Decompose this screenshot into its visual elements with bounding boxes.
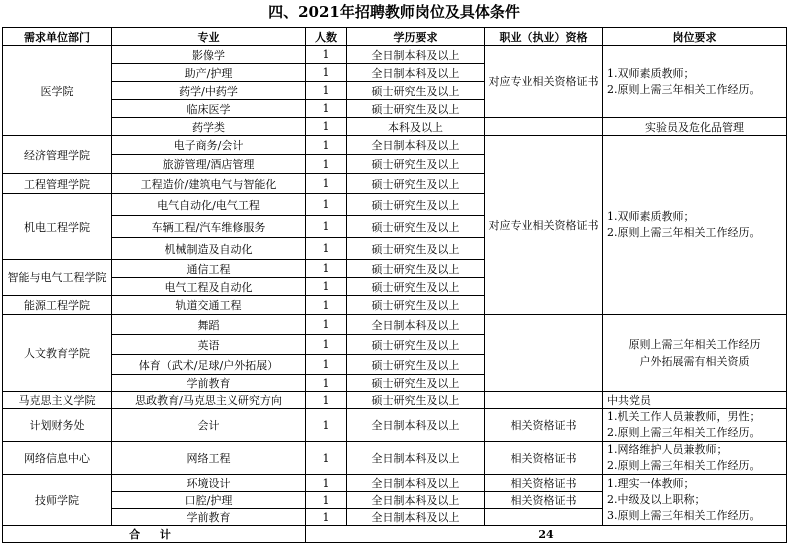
table-row [3, 475, 787, 492]
education-cell: 硕士研究生及以上 [347, 278, 485, 296]
major-cell: 舞蹈 [112, 315, 306, 335]
requirement-line: 2.原则上需三年相关工作经历。 [607, 459, 761, 472]
requirement-cell: 实验员及危化品管理 [603, 118, 787, 136]
education-cell: 硕士研究生及以上 [347, 355, 485, 375]
education-cell: 硕士研究生及以上 [347, 335, 485, 355]
total-value: 24 [306, 526, 787, 543]
count-cell: 1 [306, 174, 347, 194]
requirement-line: 3.原则上需三年相关工作经历。 [607, 509, 761, 522]
requirement-cell [603, 442, 787, 475]
count-cell: 1 [306, 100, 347, 118]
requirement-line: 原则上需三年相关工作经历 [628, 338, 761, 351]
count-cell: 1 [306, 475, 347, 492]
count-cell: 1 [306, 216, 347, 238]
count-cell: 1 [306, 315, 347, 335]
major-cell: 网络工程 [112, 442, 306, 475]
dept-cell: 马克思主义学院 [3, 392, 112, 409]
major-cell: 轨道交通工程 [112, 296, 306, 315]
requirement-cell [603, 136, 787, 315]
major-cell: 口腔/护理 [112, 492, 306, 509]
major-cell: 通信工程 [112, 260, 306, 278]
count-cell: 1 [306, 46, 347, 64]
count-cell: 1 [306, 296, 347, 315]
major-cell: 药学类 [112, 118, 306, 136]
qualification-cell: 对应专业相关资格证书 [485, 46, 603, 118]
requirement-cell: 中共党员 [603, 392, 787, 409]
table-row [3, 46, 787, 64]
requirement-line: 1.机关工作人员兼教师，男性； [607, 410, 761, 423]
count-cell: 1 [306, 136, 347, 155]
education-cell: 全日制本科及以上 [347, 64, 485, 82]
total-row [3, 526, 787, 543]
education-cell: 硕士研究生及以上 [347, 296, 485, 315]
education-cell: 硕士研究生及以上 [347, 260, 485, 278]
education-cell: 硕士研究生及以上 [347, 100, 485, 118]
major-cell: 机械制造及自动化 [112, 238, 306, 260]
education-cell: 全日制本科及以上 [347, 509, 485, 526]
count-cell: 1 [306, 238, 347, 260]
major-cell: 车辆工程/汽车维修服务 [112, 216, 306, 238]
education-cell: 硕士研究生及以上 [347, 174, 485, 194]
requirement-line: 户外拓展需有相关资质 [639, 355, 750, 368]
requirement-cell [603, 315, 787, 392]
education-cell: 硕士研究生及以上 [347, 216, 485, 238]
table-row [3, 136, 787, 155]
count-cell: 1 [306, 355, 347, 375]
education-cell: 硕士研究生及以上 [347, 238, 485, 260]
table-row [3, 442, 787, 475]
header-education: 学历要求 [347, 28, 485, 46]
requirement-line: 2.原则上需三年相关工作经历。 [607, 226, 761, 239]
count-cell: 1 [306, 335, 347, 355]
major-cell: 学前教育 [112, 375, 306, 392]
major-cell: 电气工程及自动化 [112, 278, 306, 296]
header-requirement: 岗位要求 [603, 28, 787, 46]
requirement-line: 1.理实一体教师； [607, 477, 695, 490]
qualification-cell [485, 509, 603, 526]
count-cell: 1 [306, 118, 347, 136]
major-cell: 电子商务/会计 [112, 136, 306, 155]
count-cell: 1 [306, 82, 347, 100]
header-major: 专业 [112, 28, 306, 46]
education-cell: 全日制本科及以上 [347, 136, 485, 155]
dept-cell: 技师学院 [3, 475, 112, 526]
count-cell: 1 [306, 492, 347, 509]
table-row [3, 118, 787, 136]
dept-cell: 能源工程学院 [3, 296, 112, 315]
education-cell: 全日制本科及以上 [347, 492, 485, 509]
dept-cell: 机电工程学院 [3, 194, 112, 260]
dept-cell: 智能与电气工程学院 [3, 260, 112, 296]
dept-cell: 人文教育学院 [3, 315, 112, 392]
major-cell: 临床医学 [112, 100, 306, 118]
qualification-cell: 相关资格证书 [485, 409, 603, 442]
requirement-line: 1.双师素质教师； [607, 66, 695, 80]
major-cell: 思政教育/马克思主义研究方向 [112, 392, 306, 409]
education-cell: 硕士研究生及以上 [347, 82, 485, 100]
education-cell: 硕士研究生及以上 [347, 194, 485, 216]
table-row [3, 392, 787, 409]
major-cell: 会计 [112, 409, 306, 442]
count-cell: 1 [306, 194, 347, 216]
dept-cell: 计划财务处 [3, 409, 112, 442]
qualification-cell [485, 315, 603, 392]
requirement-line: 2.原则上需三年相关工作经历。 [607, 426, 761, 439]
header-count: 人数 [306, 28, 347, 46]
education-cell: 全日制本科及以上 [347, 442, 485, 475]
major-cell: 英语 [112, 335, 306, 355]
major-cell: 药学/中药学 [112, 82, 306, 100]
education-cell: 全日制本科及以上 [347, 409, 485, 442]
dept-cell: 经济管理学院 [3, 136, 112, 174]
count-cell: 1 [306, 278, 347, 296]
major-cell: 学前教育 [112, 509, 306, 526]
count-cell: 1 [306, 392, 347, 409]
education-cell: 全日制本科及以上 [347, 46, 485, 64]
header-dept: 需求单位部门 [3, 28, 112, 46]
requirement-line: 1.双师素质教师； [607, 210, 695, 223]
major-cell: 体育（武术/足球/户外拓展） [112, 355, 306, 375]
count-cell: 1 [306, 409, 347, 442]
table-row [3, 315, 787, 335]
count-cell: 1 [306, 509, 347, 526]
table-row [3, 409, 787, 442]
count-cell: 1 [306, 64, 347, 82]
major-cell: 影像学 [112, 46, 306, 64]
education-cell: 全日制本科及以上 [347, 315, 485, 335]
count-cell: 1 [306, 155, 347, 174]
major-cell: 工程造价/建筑电气与智能化 [112, 174, 306, 194]
major-cell: 环境设计 [112, 475, 306, 492]
page-title: 四、2021年招聘教师岗位及具体条件 [268, 3, 520, 21]
dept-cell: 网络信息中心 [3, 442, 112, 475]
dept-cell: 工程管理学院 [3, 174, 112, 194]
education-cell: 硕士研究生及以上 [347, 392, 485, 409]
requirement-cell [603, 475, 787, 526]
positions-table [2, 27, 787, 543]
education-cell: 硕士研究生及以上 [347, 375, 485, 392]
requirement-line: 2.中级及以上职称； [607, 493, 706, 506]
requirement-cell [603, 409, 787, 442]
requirement-line: 2.原则上需三年相关工作经历。 [607, 82, 761, 96]
dept-cell: 医学院 [3, 46, 112, 136]
requirement-line: 1.网络维护人员兼教师； [607, 443, 728, 456]
qualification-cell [485, 118, 603, 136]
count-cell: 1 [306, 375, 347, 392]
requirement-cell [603, 46, 787, 118]
qualification-cell: 相关资格证书 [485, 492, 603, 509]
qualification-cell: 对应专业相关资格证书 [485, 136, 603, 315]
education-cell: 全日制本科及以上 [347, 475, 485, 492]
count-cell: 1 [306, 260, 347, 278]
table-header [3, 28, 787, 46]
major-cell: 助产/护理 [112, 64, 306, 82]
major-cell: 电气自动化/电气工程 [112, 194, 306, 216]
total-label: 合 计 [3, 526, 306, 543]
header-qualification: 职业（执业）资格 [485, 28, 603, 46]
qualification-cell: 相关资格证书 [485, 442, 603, 475]
education-cell: 硕士研究生及以上 [347, 155, 485, 174]
qualification-cell: 相关资格证书 [485, 475, 603, 492]
major-cell: 旅游管理/酒店管理 [112, 155, 306, 174]
qualification-cell [485, 392, 603, 409]
education-cell: 本科及以上 [347, 118, 485, 136]
count-cell: 1 [306, 442, 347, 475]
